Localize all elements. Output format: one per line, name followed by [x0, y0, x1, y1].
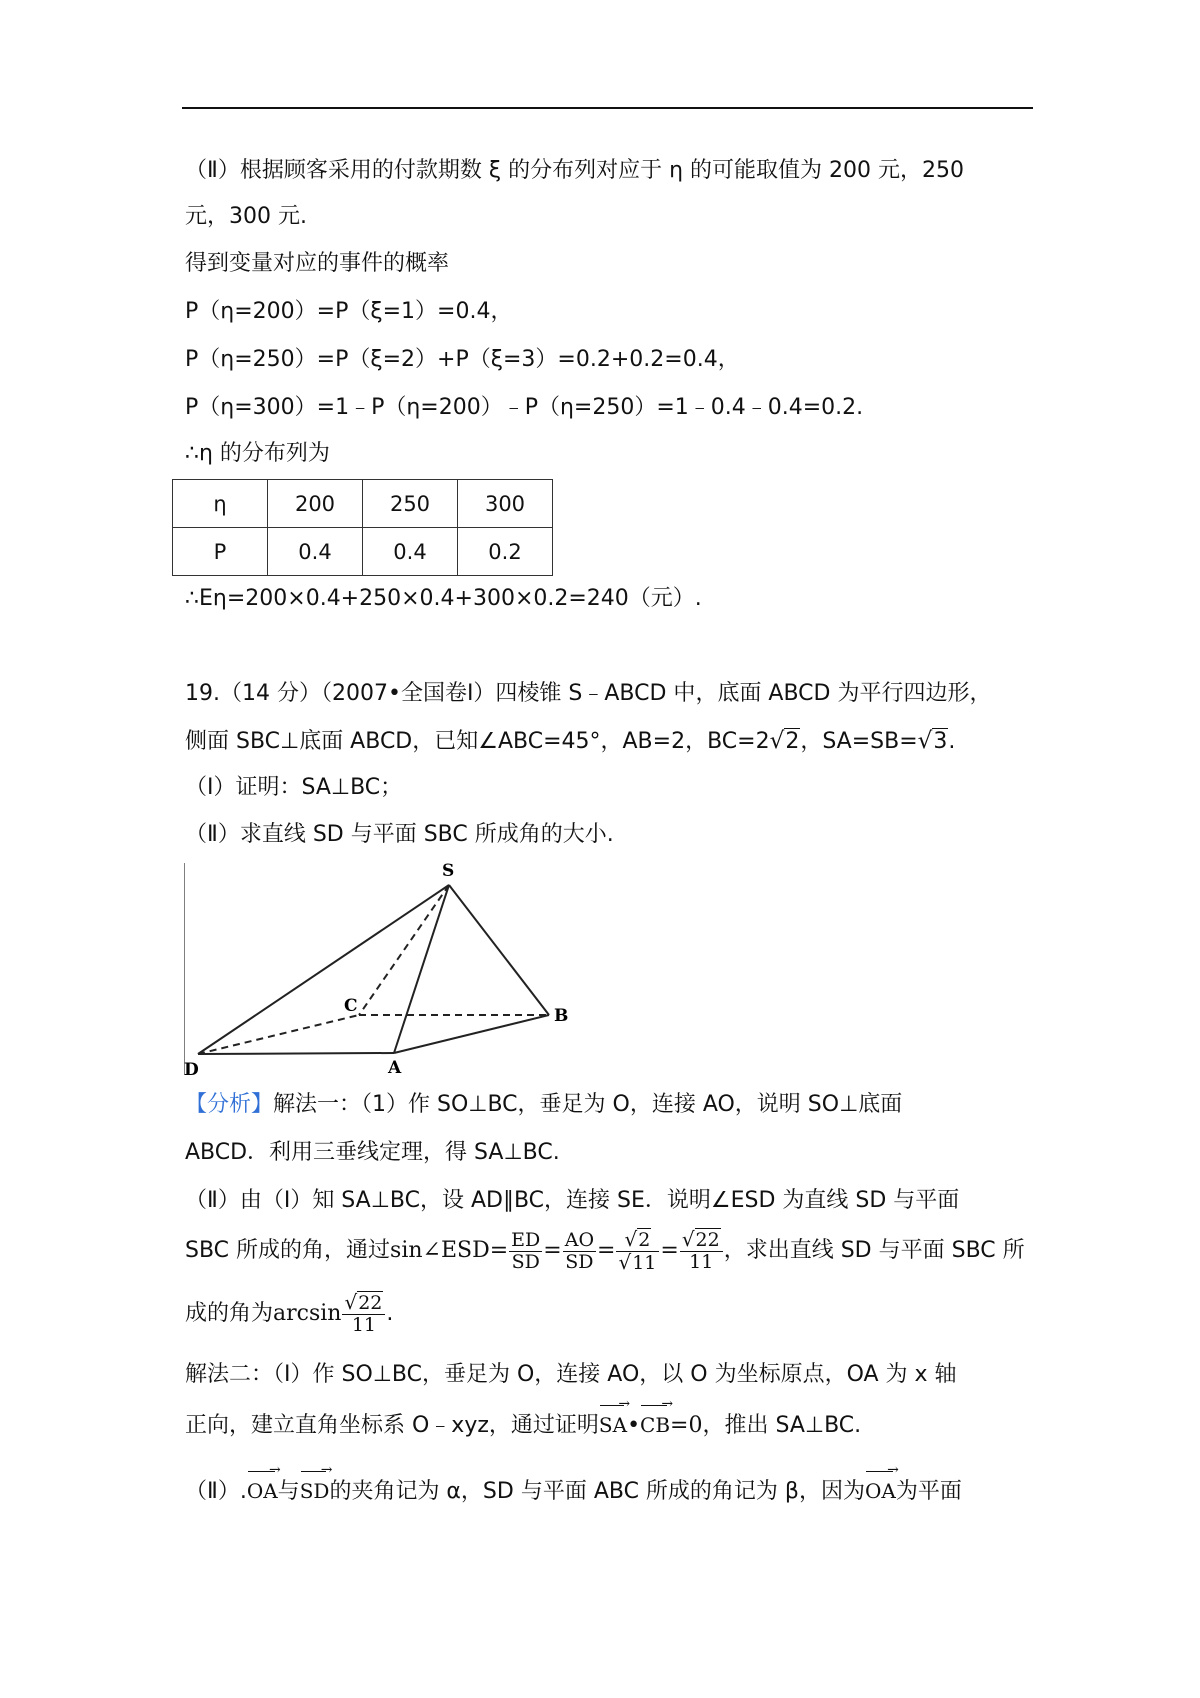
text-segment: 为平面 [895, 1479, 962, 1504]
text-segment: （Ⅱ）. [185, 1479, 247, 1504]
vector-oa: → OA [864, 1462, 896, 1503]
analysis-tag: 【分析】 [185, 1092, 274, 1117]
vector-sa: → SA [598, 1396, 628, 1437]
fraction-denominator: 11 [689, 1251, 714, 1273]
text-segment: 侧面 SBC⊥底面 ABCD，已知∠ABC=45°，AB=2，BC=2 [185, 729, 770, 754]
fraction [342, 1292, 385, 1336]
radicand: 22 [358, 1292, 383, 1314]
text-segment: 正向，建立直角坐标系 O﹣xyz，通过证明 [185, 1413, 599, 1438]
fraction [509, 1230, 542, 1273]
fraction-numerator: √2 [616, 1229, 659, 1252]
text-segment: . [948, 729, 956, 754]
sqrt-expression: √2 [769, 728, 800, 754]
fraction-denominator: 11 [351, 1314, 377, 1336]
radicand: 2 [638, 1228, 651, 1251]
vertex-label-d: D [184, 1060, 199, 1080]
expectation-line: ∴Eη=200×0.4+250×0.4+300×0.2=240（元）. [185, 586, 702, 611]
fraction-numerator: AO [564, 1228, 595, 1251]
fraction-numerator: ED [511, 1228, 541, 1251]
radicand: 2 [785, 729, 800, 754]
table-cell: 250 [363, 480, 458, 528]
text-line: P（η=300）=1﹣P（η=200）﹣P（η=250）=1﹣0.4﹣0.4=0.2. [185, 395, 864, 420]
question-2: （Ⅱ）求直线 SD 与平面 SBC 所成角的大小. [185, 822, 614, 847]
text-segment: ，求出直线 SD 与平面 SBC 所 [723, 1238, 1025, 1263]
text-segment: . [386, 1301, 394, 1326]
text-segment: 与 [277, 1479, 300, 1504]
table-cell: 0.4 [363, 528, 458, 576]
vector-cb: → CB [640, 1396, 671, 1437]
vector-label: OA [864, 1479, 896, 1503]
problem-statement [185, 726, 955, 757]
edge-ab [394, 1015, 549, 1053]
analysis-line [185, 1090, 902, 1120]
edge-dc-hidden [198, 1015, 359, 1054]
fraction-denominator: √11 [618, 1249, 657, 1274]
vector-oa: → OA [246, 1462, 278, 1503]
fraction-denominator: SD [511, 1250, 540, 1273]
text-segment: 解法一：（1）作 SO⊥BC，垂足为 O，连接 AO，说明 SO⊥底面 [273, 1092, 903, 1117]
text-line: P（η=200）=P（ξ=1）=0.4， [185, 299, 513, 324]
text-line: ∴η 的分布列为 [185, 441, 330, 466]
dot-operator: • [627, 1413, 641, 1438]
vertex-label-a: A [388, 1058, 402, 1078]
fraction [680, 1229, 723, 1273]
sin-expression: sin∠ESD= [390, 1238, 509, 1263]
analysis-line: （Ⅱ）由（Ⅰ）知 SA⊥BC，设 AD∥BC，连接 SE．说明∠ESD 为直线 SD 与平面 [185, 1188, 960, 1213]
equals-sign: = [597, 1238, 616, 1263]
fraction-numerator: √22 [680, 1229, 723, 1252]
table-cell: 0.4 [268, 528, 363, 576]
header-rule [182, 107, 1033, 109]
vector-label: CB [640, 1413, 671, 1437]
text-segment: ，SA=SB= [800, 729, 918, 754]
table-row [173, 480, 553, 528]
vertex-label-b: B [554, 1006, 569, 1026]
distribution-table [172, 479, 553, 576]
sqrt-expression: √3 [917, 728, 948, 754]
analysis-line [185, 1225, 1025, 1277]
table-row [173, 528, 553, 576]
fraction-denominator: SD [565, 1250, 594, 1273]
edge-da [198, 1053, 394, 1054]
vertex-label-c: C [344, 996, 358, 1016]
text-line: （Ⅱ）根据顾客采用的付款期数 ξ 的分布列对应于 η 的可能取值为 200 元，250 [185, 158, 964, 183]
text-segment: SBC 所成的角，通过 [185, 1238, 391, 1263]
edge-sd [198, 885, 449, 1054]
analysis-line: ABCD．利用三垂线定理，得 SA⊥BC. [185, 1140, 560, 1165]
table-cell: 200 [268, 480, 363, 528]
table-cell: 300 [458, 480, 553, 528]
vertex-label-s: S [442, 863, 455, 881]
radicand: 22 [695, 1229, 720, 1251]
table-cell: η [173, 480, 268, 528]
text-line: 元，300 元. [185, 204, 307, 229]
vector-label: SD [299, 1479, 330, 1503]
edge-sc-hidden [359, 885, 449, 1015]
question-1: （Ⅰ）证明：SA⊥BC； [185, 775, 403, 800]
analysis-line [185, 1396, 862, 1441]
equals-sign: = [660, 1238, 679, 1263]
table-cell: P [173, 528, 268, 576]
fraction-numerator: √22 [342, 1292, 385, 1315]
fraction [616, 1226, 659, 1274]
vector-label: OA [246, 1479, 278, 1503]
radicand: 3 [933, 729, 948, 754]
pyramid-figure [184, 863, 584, 1085]
radicand: 11 [632, 1251, 657, 1274]
vector-sd: → SD [299, 1462, 330, 1503]
edge-sa [394, 885, 449, 1053]
fraction [563, 1230, 596, 1273]
analysis-line [185, 1462, 962, 1507]
text-line: P（η=250）=P（ξ=2）+P（ξ=3）=0.2+0.2=0.4， [185, 347, 740, 372]
problem-statement: 19.（14 分）（2007•全国卷Ⅰ）四棱锥 S﹣ABCD 中，底面 ABCD 为平行四边形， [185, 681, 992, 706]
equals-sign: = [543, 1238, 562, 1263]
analysis-line [185, 1288, 393, 1340]
text-segment: 成的角为 [185, 1301, 274, 1326]
arcsin-function: arcsin [273, 1301, 342, 1326]
equals-zero: =0 [670, 1413, 703, 1438]
text-segment: ，推出 SA⊥BC. [702, 1413, 862, 1438]
analysis-line: 解法二：（Ⅰ）作 SO⊥BC，垂足为 O，连接 AO，以 O 为坐标原点，OA 为 x 轴 [185, 1362, 957, 1387]
edge-sb [449, 885, 549, 1015]
table-cell: 0.2 [458, 528, 553, 576]
text-line: 得到变量对应的事件的概率 [185, 251, 450, 276]
vector-label: SA [598, 1413, 628, 1437]
text-segment: 的夹角记为 α，SD 与平面 ABC 所成的角记为 β，因为 [329, 1479, 865, 1504]
